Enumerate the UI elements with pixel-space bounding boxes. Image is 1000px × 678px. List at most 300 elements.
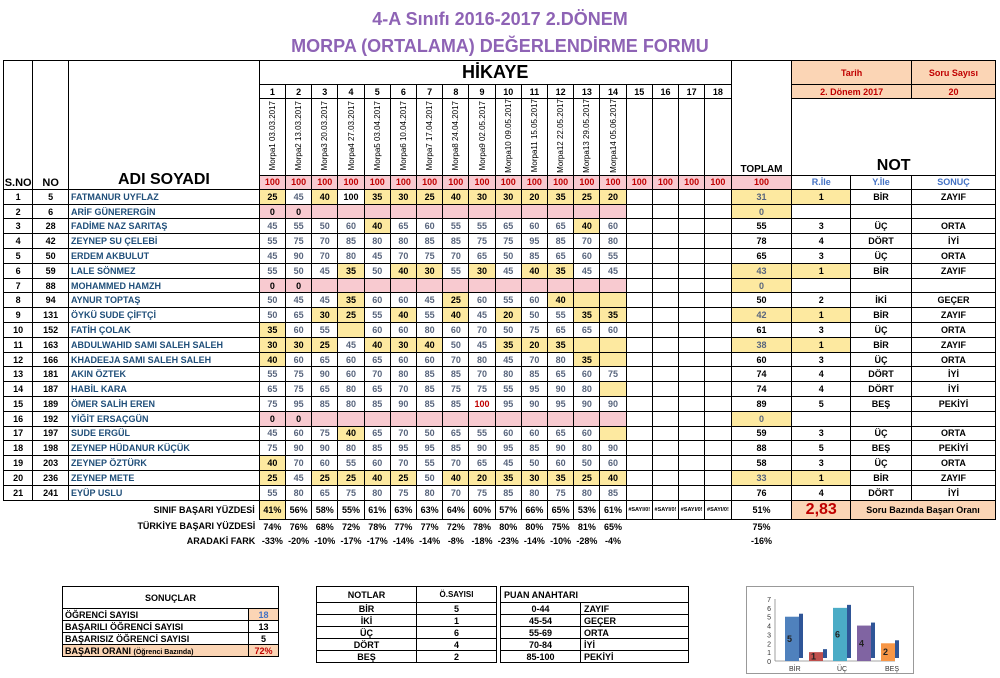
score-cell: 50 <box>443 337 469 352</box>
score-cell <box>679 397 705 412</box>
page-subtitle: MORPA (ORTALAMA) DEĞERLENDİRME FORMU <box>291 36 709 56</box>
score-cell <box>652 411 678 426</box>
score-cell <box>705 485 731 500</box>
score-cell <box>574 293 600 308</box>
score-cell <box>705 263 731 278</box>
score-cell: 80 <box>495 367 521 382</box>
row-sno: 6 <box>4 263 33 278</box>
score-cell: 40 <box>600 470 626 485</box>
score-cell: 65 <box>364 382 390 397</box>
student-name: YİĞİT ERSAÇGÜN <box>68 411 259 426</box>
score-cell: 65 <box>548 323 574 338</box>
test-number: 3 <box>312 85 338 99</box>
y-tick-label: 6 <box>767 605 771 613</box>
score-cell: 65 <box>469 456 495 471</box>
score-cell: 45 <box>286 293 312 308</box>
score-cell: 80 <box>364 234 390 249</box>
test-max: 100 <box>574 175 600 189</box>
score-cell: 55 <box>364 308 390 323</box>
score-cell <box>679 219 705 234</box>
student-name: ABDULWAHID SAMI SALEH SALEH <box>68 337 259 352</box>
bar-side <box>871 623 875 658</box>
score-cell <box>574 337 600 352</box>
grade-number <box>792 204 851 219</box>
score-cell: 55 <box>469 219 495 234</box>
result: ZAYIF <box>911 308 995 323</box>
score-cell: 30 <box>495 189 521 204</box>
score-cell: 90 <box>390 397 416 412</box>
test-number: 12 <box>548 85 574 99</box>
score-cell: 70 <box>574 234 600 249</box>
score-cell: 60 <box>417 352 443 367</box>
score-cell <box>705 470 731 485</box>
grade-distribution <box>316 586 497 663</box>
score-cell <box>705 234 731 249</box>
score-cell: 55 <box>443 263 469 278</box>
row-sno: 9 <box>4 308 33 323</box>
result <box>911 278 995 293</box>
result: İYİ <box>911 367 995 382</box>
score-cell: 50 <box>495 249 521 264</box>
score-cell: 55 <box>259 234 285 249</box>
table-row <box>4 219 996 234</box>
score-cell <box>652 249 678 264</box>
score-cell: 75 <box>390 485 416 500</box>
score-cell <box>469 204 495 219</box>
test-date <box>574 99 600 176</box>
score-cell: 40 <box>259 456 285 471</box>
row-sno: 1 <box>4 189 33 204</box>
test-date-label: Morpa7 17.04.2017 <box>425 101 435 171</box>
student-no: 192 <box>33 411 69 426</box>
row-total: 31 <box>731 189 792 204</box>
score-cell: 25 <box>338 470 364 485</box>
score-cell: 70 <box>469 323 495 338</box>
results-title: SONUÇLAR <box>63 587 279 609</box>
score-cell: 55 <box>600 249 626 264</box>
class-success-label: SINIF BAŞARI YÜZDESİ <box>153 504 255 515</box>
test-date-label: Morpa1 03.03.2017 <box>267 101 277 171</box>
student-no: 152 <box>33 323 69 338</box>
row-total: 0 <box>731 204 792 219</box>
score-grade: GEÇER <box>581 615 689 627</box>
score-key-title: PUAN ANAHTARI <box>501 587 689 603</box>
score-cell: 35 <box>548 189 574 204</box>
score-cell: 75 <box>521 323 547 338</box>
student-name: ÖMER SALİH EREN <box>68 397 259 412</box>
score-cell <box>679 263 705 278</box>
passed-count-label: BAŞARILI ÖĞRENCİ SAYISI <box>63 621 249 633</box>
row-sno: 16 <box>4 411 33 426</box>
score-cell: 80 <box>574 485 600 500</box>
grade-word: BİR <box>851 263 912 278</box>
difference-cell: -14% <box>392 536 414 547</box>
score-cell: 85 <box>364 397 390 412</box>
grade-word: BEŞ <box>851 397 912 412</box>
score-grade: ZAYIF <box>581 603 689 615</box>
grade-table <box>3 60 996 549</box>
score-cell <box>679 337 705 352</box>
test-date <box>312 99 338 176</box>
grade-word: DÖRT <box>851 382 912 397</box>
grade-number: 1 <box>792 263 851 278</box>
score-cell: 25 <box>338 308 364 323</box>
row-total: 42 <box>731 308 792 323</box>
turkey-success-cell <box>679 519 705 534</box>
score-cell: 70 <box>469 367 495 382</box>
student-name: SUDE ERGÜL <box>68 426 259 441</box>
test-date <box>600 99 626 176</box>
score-cell: 70 <box>312 249 338 264</box>
row-sno: 2 <box>4 204 33 219</box>
score-cell: 80 <box>600 234 626 249</box>
turkey-success-cell: 76% <box>289 521 308 532</box>
grade-number: 1 <box>792 470 851 485</box>
score-cell: 60 <box>338 219 364 234</box>
difference-cell: -18% <box>471 536 493 547</box>
test-date-label: Morpa4 27.03.2017 <box>346 101 356 171</box>
grade-number: 3 <box>792 456 851 471</box>
score-cell: 90 <box>521 397 547 412</box>
row-total: 59 <box>731 426 792 441</box>
score-cell <box>705 397 731 412</box>
difference-cell <box>679 534 705 549</box>
score-cell: 65 <box>548 249 574 264</box>
score-cell <box>600 382 626 397</box>
result: ORTA <box>911 323 995 338</box>
class-success <box>4 500 996 519</box>
score-cell: 65 <box>312 485 338 500</box>
failed-count: 5 <box>249 633 279 645</box>
score-cell: 55 <box>548 308 574 323</box>
turkey-success-cell: 75% <box>551 521 570 532</box>
grade-number: 4 <box>792 367 851 382</box>
score-cell: 45 <box>312 263 338 278</box>
score-cell: 55 <box>259 485 285 500</box>
test-number: 15 <box>626 85 652 99</box>
score-cell: 60 <box>390 293 416 308</box>
score-cell: 60 <box>390 323 416 338</box>
score-cell <box>705 337 731 352</box>
difference-cell: -14% <box>523 536 545 547</box>
test-date-label: Morpa2 13.03.2017 <box>294 101 304 171</box>
y-header: Y.İle <box>851 175 912 189</box>
class-success-cell: 60% <box>469 500 495 519</box>
test-max: 100 <box>417 175 443 189</box>
score-cell: 40 <box>390 308 416 323</box>
score-key-row <box>501 651 689 663</box>
test-number: 16 <box>652 85 678 99</box>
score-grade: PEKİYİ <box>581 651 689 663</box>
turkey-success-cell: 65% <box>604 521 623 532</box>
score-cell <box>548 204 574 219</box>
score-cell: 60 <box>286 352 312 367</box>
section-title: HİKAYE <box>259 61 731 85</box>
test-date-label: Morpa13 29.05.2017 <box>582 99 592 173</box>
score-cell <box>652 485 678 500</box>
score-cell: 25 <box>259 470 285 485</box>
score-cell: 70 <box>364 367 390 382</box>
student-name: HABİL KARA <box>68 382 259 397</box>
score-cell: 75 <box>469 234 495 249</box>
score-cell: 90 <box>548 441 574 456</box>
row-sno: 7 <box>4 278 33 293</box>
score-cell: 35 <box>364 189 390 204</box>
result: ORTA <box>911 352 995 367</box>
table-row <box>4 397 996 412</box>
score-cell: 25 <box>259 189 285 204</box>
score-range: 55-69 <box>501 627 581 639</box>
score-cell <box>626 485 652 500</box>
test-date <box>521 99 547 176</box>
test-number: 13 <box>574 85 600 99</box>
row-total: 76 <box>731 485 792 500</box>
difference-cell: -14% <box>419 536 441 547</box>
test-date <box>469 99 495 176</box>
score-cell: 60 <box>600 219 626 234</box>
score-cell: 60 <box>600 456 626 471</box>
score-cell: 70 <box>443 485 469 500</box>
table-row <box>4 441 996 456</box>
test-date-label: Morpa3 20.03.2017 <box>320 101 330 171</box>
score-cell: 65 <box>548 367 574 382</box>
score-cell <box>705 219 731 234</box>
score-cell: 65 <box>312 382 338 397</box>
test-max: 100 <box>521 175 547 189</box>
row-sno: 13 <box>4 367 33 382</box>
table-row <box>4 189 996 204</box>
score-cell: 85 <box>521 367 547 382</box>
score-cell: 45 <box>495 456 521 471</box>
score-cell: 40 <box>574 219 600 234</box>
score-cell: 20 <box>495 308 521 323</box>
grade-number: 5 <box>792 397 851 412</box>
score-cell: 0 <box>259 204 285 219</box>
score-cell <box>626 189 652 204</box>
r-header: R.İle <box>792 175 851 189</box>
score-cell <box>705 204 731 219</box>
row-total: 58 <box>731 456 792 471</box>
difference-cell: -10% <box>314 536 336 547</box>
score-cell <box>679 441 705 456</box>
score-cell <box>626 278 652 293</box>
score-cell: 35 <box>338 293 364 308</box>
test-max: 100 <box>364 175 390 189</box>
score-cell: 85 <box>417 397 443 412</box>
table-row <box>4 263 996 278</box>
grade-word: DÖRT <box>851 367 912 382</box>
test-date <box>443 99 469 176</box>
difference-cell: -20% <box>288 536 310 547</box>
score-cell: 55 <box>495 293 521 308</box>
score-cell: 55 <box>312 323 338 338</box>
grade-name: BEŞ <box>317 651 417 663</box>
test-date <box>679 99 705 176</box>
score-cell: 90 <box>600 441 626 456</box>
test-number: 2 <box>286 85 312 99</box>
row-sno: 14 <box>4 382 33 397</box>
grade-number: 4 <box>792 382 851 397</box>
y-tick-label: 2 <box>767 641 771 649</box>
score-cell: 60 <box>312 456 338 471</box>
result <box>911 411 995 426</box>
score-cell: 85 <box>548 234 574 249</box>
score-cell: 55 <box>443 219 469 234</box>
score-cell: 45 <box>259 426 285 441</box>
score-cell: 40 <box>312 189 338 204</box>
student-no: 50 <box>33 249 69 264</box>
class-success-cell: 65% <box>548 500 574 519</box>
score-cell: 35 <box>495 337 521 352</box>
score-cell <box>312 278 338 293</box>
turkey-success-cell: 68% <box>315 521 334 532</box>
class-success-cell: 57% <box>495 500 521 519</box>
score-cell: 65 <box>364 426 390 441</box>
grades-title: NOTLAR <box>317 587 417 603</box>
table-row <box>4 204 996 219</box>
score-cell: 35 <box>495 470 521 485</box>
test-number: 18 <box>705 85 731 99</box>
result: İYİ <box>911 485 995 500</box>
score-cell <box>652 308 678 323</box>
student-name: MOHAMMED HAMZH <box>68 278 259 293</box>
row-total: 60 <box>731 352 792 367</box>
row-total: 0 <box>731 278 792 293</box>
score-cell <box>626 382 652 397</box>
score-cell: 25 <box>312 337 338 352</box>
grade-row <box>317 603 497 615</box>
result: PEKİYİ <box>911 441 995 456</box>
student-no: 94 <box>33 293 69 308</box>
score-cell: 45 <box>312 293 338 308</box>
row-total: 89 <box>731 397 792 412</box>
difference-total: -16% <box>750 536 772 547</box>
y-tick-label: 4 <box>767 623 771 631</box>
table-row <box>4 278 996 293</box>
result: ZAYIF <box>911 470 995 485</box>
score-cell <box>600 426 626 441</box>
score-cell <box>679 234 705 249</box>
row-sno: 3 <box>4 219 33 234</box>
score-cell: 30 <box>390 189 416 204</box>
score-cell <box>652 337 678 352</box>
row-total: 55 <box>731 219 792 234</box>
failed-count-label: BAŞARISIZ ÖĞRENCİ SAYISI <box>63 633 249 645</box>
row-total: 65 <box>731 249 792 264</box>
score-cell: 20 <box>469 470 495 485</box>
score-grade: ORTA <box>581 627 689 639</box>
score-cell: 25 <box>443 293 469 308</box>
score-cell: 0 <box>286 278 312 293</box>
student-name: ZEYNEP HÜDANUR KÜÇÜK <box>68 441 259 456</box>
test-date-label: Morpa14 05.06.2017 <box>608 99 618 173</box>
score-cell <box>705 278 731 293</box>
test-number: 9 <box>469 85 495 99</box>
table-row <box>4 337 996 352</box>
score-cell: 50 <box>495 323 521 338</box>
score-cell <box>679 485 705 500</box>
score-key-row <box>501 639 689 651</box>
score-cell: 60 <box>390 352 416 367</box>
score-cell <box>705 293 731 308</box>
score-cell: 70 <box>286 456 312 471</box>
result: ORTA <box>911 426 995 441</box>
table-row <box>4 382 996 397</box>
score-cell <box>626 308 652 323</box>
passed-count: 13 <box>249 621 279 633</box>
test-date <box>390 99 416 176</box>
student-name: ERDEM AKBULUT <box>68 249 259 264</box>
score-cell <box>600 293 626 308</box>
test-date-label: Morpa12 22.05.2017 <box>556 99 566 173</box>
table-row <box>4 470 996 485</box>
score-cell: 65 <box>390 219 416 234</box>
score-cell: 50 <box>312 219 338 234</box>
score-cell <box>417 204 443 219</box>
score-cell <box>679 308 705 323</box>
test-max: 100 <box>600 175 626 189</box>
y-tick-label: 0 <box>767 659 771 666</box>
score-cell <box>679 249 705 264</box>
score-key-row <box>501 615 689 627</box>
score-range: 45-54 <box>501 615 581 627</box>
score-cell: 95 <box>495 441 521 456</box>
turkey-success-cell: 77% <box>394 521 413 532</box>
score-cell: 80 <box>574 441 600 456</box>
difference-cell: -28% <box>576 536 598 547</box>
result: GEÇER <box>911 293 995 308</box>
score-cell: 25 <box>574 470 600 485</box>
grade-word: ÜÇ <box>851 352 912 367</box>
score-cell <box>705 411 731 426</box>
name-header: ADI SOYADI <box>68 61 259 190</box>
score-cell: 30 <box>469 263 495 278</box>
bar-side <box>799 614 803 658</box>
row-sno: 4 <box>4 234 33 249</box>
row-sno: 5 <box>4 249 33 264</box>
test-max: 100 <box>679 175 705 189</box>
score-cell <box>600 352 626 367</box>
class-success-cell: 61% <box>600 500 626 519</box>
result: ORTA <box>911 249 995 264</box>
grade-number: 3 <box>792 249 851 264</box>
score-cell <box>390 278 416 293</box>
score-cell: 40 <box>443 189 469 204</box>
test-date-label: Morpa6 10.04.2017 <box>398 101 408 171</box>
score-cell <box>652 219 678 234</box>
score-cell <box>679 204 705 219</box>
difference-cell: -33% <box>261 536 283 547</box>
score-cell <box>338 204 364 219</box>
score-cell <box>705 382 731 397</box>
table-row <box>4 352 996 367</box>
difference-cell <box>626 534 652 549</box>
spacer <box>792 519 996 534</box>
score-cell: 45 <box>495 352 521 367</box>
score-cell <box>705 456 731 471</box>
grade-word: DÖRT <box>851 485 912 500</box>
score-cell <box>652 426 678 441</box>
score-cell: 0 <box>286 411 312 426</box>
test-number: 10 <box>495 85 521 99</box>
grade-word: BİR <box>851 470 912 485</box>
spacer <box>792 534 996 549</box>
test-max: 100 <box>312 175 338 189</box>
row-total: 33 <box>731 470 792 485</box>
student-name: ÖYKÜ SUDE ÇİFTÇİ <box>68 308 259 323</box>
score-cell: 70 <box>390 426 416 441</box>
score-cell: 80 <box>390 367 416 382</box>
